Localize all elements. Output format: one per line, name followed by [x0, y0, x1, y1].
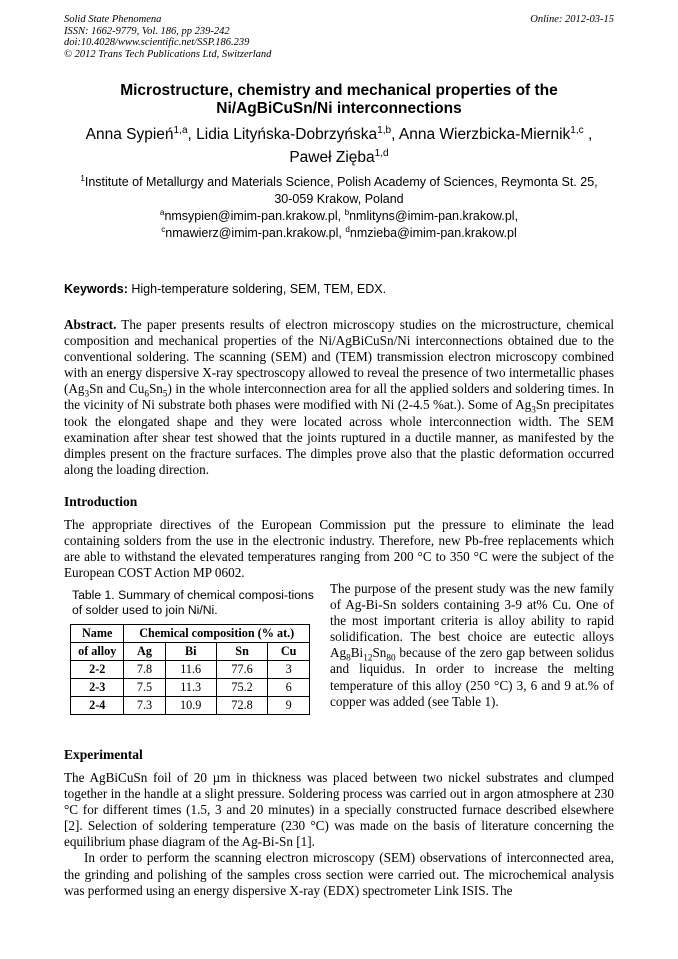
table-cell: 7.8	[124, 661, 165, 679]
table-cell: 2-2	[71, 661, 124, 679]
author-name: Lidia Lityńska-Dobrzyńska	[196, 126, 378, 143]
subscript: 5	[162, 389, 168, 400]
abstract	[64, 317, 614, 478]
author-affil-mark: 1,b	[377, 124, 392, 136]
keywords-text: High-temperature soldering, SEM, TEM, EDX.	[127, 282, 387, 296]
table-header-cell: Bi	[165, 643, 216, 661]
subscript: 6	[144, 389, 149, 400]
table-cell: 75.2	[216, 679, 267, 697]
issn-line: ISSN: 1662-9779, Vol. 186, pp 239-242	[64, 25, 230, 37]
author-affil-mark: 1,a	[173, 124, 188, 136]
abstract-label: Abstract.	[64, 317, 117, 332]
intro-text: Bi	[350, 645, 364, 661]
affiliation-line-1: Institute of Metallurgy and Materials Science, Polish Academy of Sciences, Reymonta St. 25,	[84, 175, 598, 189]
paper-title	[64, 82, 614, 118]
intro-text: Sn	[372, 645, 387, 661]
table-header-cell: Name	[71, 625, 124, 643]
email-link[interactable]: nmlityns@imim-pan.krakow.pl,	[349, 209, 519, 223]
abstract-text: ) in the whole interconnection area for all the applied solders and soldering times. In the vicinity of Ni substrate both phases were modified with Ni (2-4.5 %at.). Some of Ag	[64, 381, 615, 413]
affiliation-mark: 1	[80, 173, 85, 183]
table-cell: 2-3	[71, 679, 124, 697]
table-cell: 9	[268, 697, 310, 715]
table-cell: 10.9	[165, 697, 216, 715]
abstract-text: Sn precipitates took the elongated shape and they were located across whole interconnection width. The SEM examination after shear test showed that the joints ruptured in a ductile manner, as manifested by the dimples present on the fracture surfaces. The dimples prove also that the plastic deformation occurred along the loading direction.	[64, 397, 614, 477]
email-mark: a	[159, 207, 165, 217]
author-name: Paweł Zięba	[289, 149, 375, 166]
table-cell: 7.3	[124, 697, 165, 715]
table-row	[71, 679, 310, 697]
table-row	[71, 661, 310, 679]
affiliation-line-2: 30-059 Krakow, Poland	[274, 192, 404, 206]
doi-line: doi:10.4028/www.scientific.net/SSP.186.239	[64, 37, 250, 48]
journal-name: Solid State Phenomena	[64, 14, 162, 25]
experimental-paragraph: In order to perform the scanning electron microscopy (SEM) observations of interconnected area, the grinding and polishing of the samples cross section were carried out. The microchemical analysis was performed using an energy dispersive X-ray (EDX) spectrometer Link ISIS. The	[64, 850, 614, 898]
table-cell: 77.6	[216, 661, 267, 679]
email-link[interactable]: nmawierz@imim-pan.krakow.pl,	[165, 226, 342, 240]
table-cell: 72.8	[216, 697, 267, 715]
subscript: 80	[386, 653, 396, 664]
table-cell: 6	[268, 679, 310, 697]
table-header-cell: Ag	[124, 643, 165, 661]
author-affil-mark: 1,c	[570, 124, 584, 136]
title-line-1: Microstructure, chemistry and mechanical properties of the	[120, 82, 558, 99]
author-affil-mark: 1,d	[374, 147, 389, 159]
table-header-row	[71, 643, 310, 661]
author-emails	[64, 208, 614, 242]
table-cell: 2-4	[71, 697, 124, 715]
table-cell: 7.5	[124, 679, 165, 697]
keywords-label: Keywords:	[64, 282, 128, 296]
table-cell: 11.6	[165, 661, 216, 679]
author-list: Anna Sypień$^{1,a}$, Lidia Lityńska-Dobrzyńska$^{1,b}$, Anna Wierzbicka-Miernik$^{1,c}$ , Paweł Zięba$^{1,d}$	[85, 124, 593, 166]
subscript: 3	[84, 389, 90, 400]
journal-header	[64, 14, 271, 60]
subscript: 3	[531, 405, 536, 416]
experimental-section	[64, 770, 614, 899]
table-header-cell: Cu	[268, 643, 310, 661]
intro-text: because of the zero gap between solidus and liquidus. In order to increase the melting temperature of this alloy (250 °C) 3, 6 and 9 at.% of copper was added (see Table 1).	[330, 645, 614, 709]
table-header-cell: of alloy	[71, 643, 124, 661]
table-header-row	[71, 625, 310, 643]
email-mark: d	[345, 224, 350, 234]
intro-text: The purpose of the present study was the new family of Ag-Bi-Sn solders containing 3-9 at% Cu. One of the most important criteria is alloy ability to rapid solidification. The best choice are eutectic alloys Ag	[330, 581, 614, 661]
composition-table	[70, 624, 310, 715]
table-header-cell: Chemical composition (% at.)	[124, 625, 310, 643]
email-link[interactable]: nmsypien@imim-pan.krakow.pl,	[164, 209, 342, 223]
title-line-2: Ni/AgBiCuSn/Ni interconnections	[216, 100, 462, 117]
introduction-heading: Introduction	[64, 494, 138, 509]
email-mark: b	[344, 207, 350, 217]
email-link[interactable]: nmzieba@imim-pan.krakow.pl	[349, 226, 517, 240]
table-cell: 3	[268, 661, 310, 679]
online-date: Online: 2012-03-15	[530, 14, 614, 25]
abstract-text: Sn and Cu	[89, 381, 145, 397]
table-row	[71, 697, 310, 715]
email-mark: c	[161, 224, 166, 234]
abstract-text: The paper presents results of electron microscopy studies on the microstructure, chemical composition and mechanical properties of the Ni/AgBiCuSn/Ni interconnections obtained due to the conventional soldering. The scanning (SEM) and (TEM) transmission electron microscopy combined with an energy dispersive X-ray spectroscopy allowed to reveal the presence of two intermetallic phases (Ag	[64, 317, 614, 397]
subscript: 12	[363, 653, 373, 664]
affiliation	[64, 174, 614, 208]
author-name: Anna Sypień	[85, 126, 174, 143]
experimental-paragraph: The AgBiCuSn foil of 20 µm in thickness was placed between two nickel substrates and clumped together in the handle at a slight pressure. Soldering process was carried out in argon atmosphere at 230 °C for different times (1.5, 3 and 20 minutes) in a specially constructed furnace described elsewhere [2]. Selection of soldering temperature (230 °C) was made on the basis of literature concerning the equilibrium phase diagram of the Ag-Bi-Sn [1].	[64, 770, 614, 850]
abstract-text: Sn	[148, 381, 163, 397]
keywords	[64, 281, 614, 297]
copyright-line: © 2012 Trans Tech Publications Ltd, Switzerland	[64, 48, 272, 60]
table-header-cell: Sn	[216, 643, 267, 661]
introduction-paragraph-2	[330, 581, 614, 710]
table-cell: 11.3	[165, 679, 216, 697]
subscript: 8	[346, 653, 351, 664]
author-name: Anna Wierzbicka-Miernik	[398, 126, 571, 143]
introduction-paragraph: The appropriate directives of the European Commission put the pressure to eliminate the lead containing solders from the use in the electronic industry. Therefore, new Pb-free replacements which are able to withstand the elevated temperatures ranging from 200 °C to 350 °C were the subject of the European COST Action MP 0602.	[64, 517, 614, 581]
table-caption: Table 1. Summary of chemical composi-tions of solder used to join Ni/Ni.	[72, 588, 314, 617]
experimental-heading: Experimental	[64, 747, 143, 762]
